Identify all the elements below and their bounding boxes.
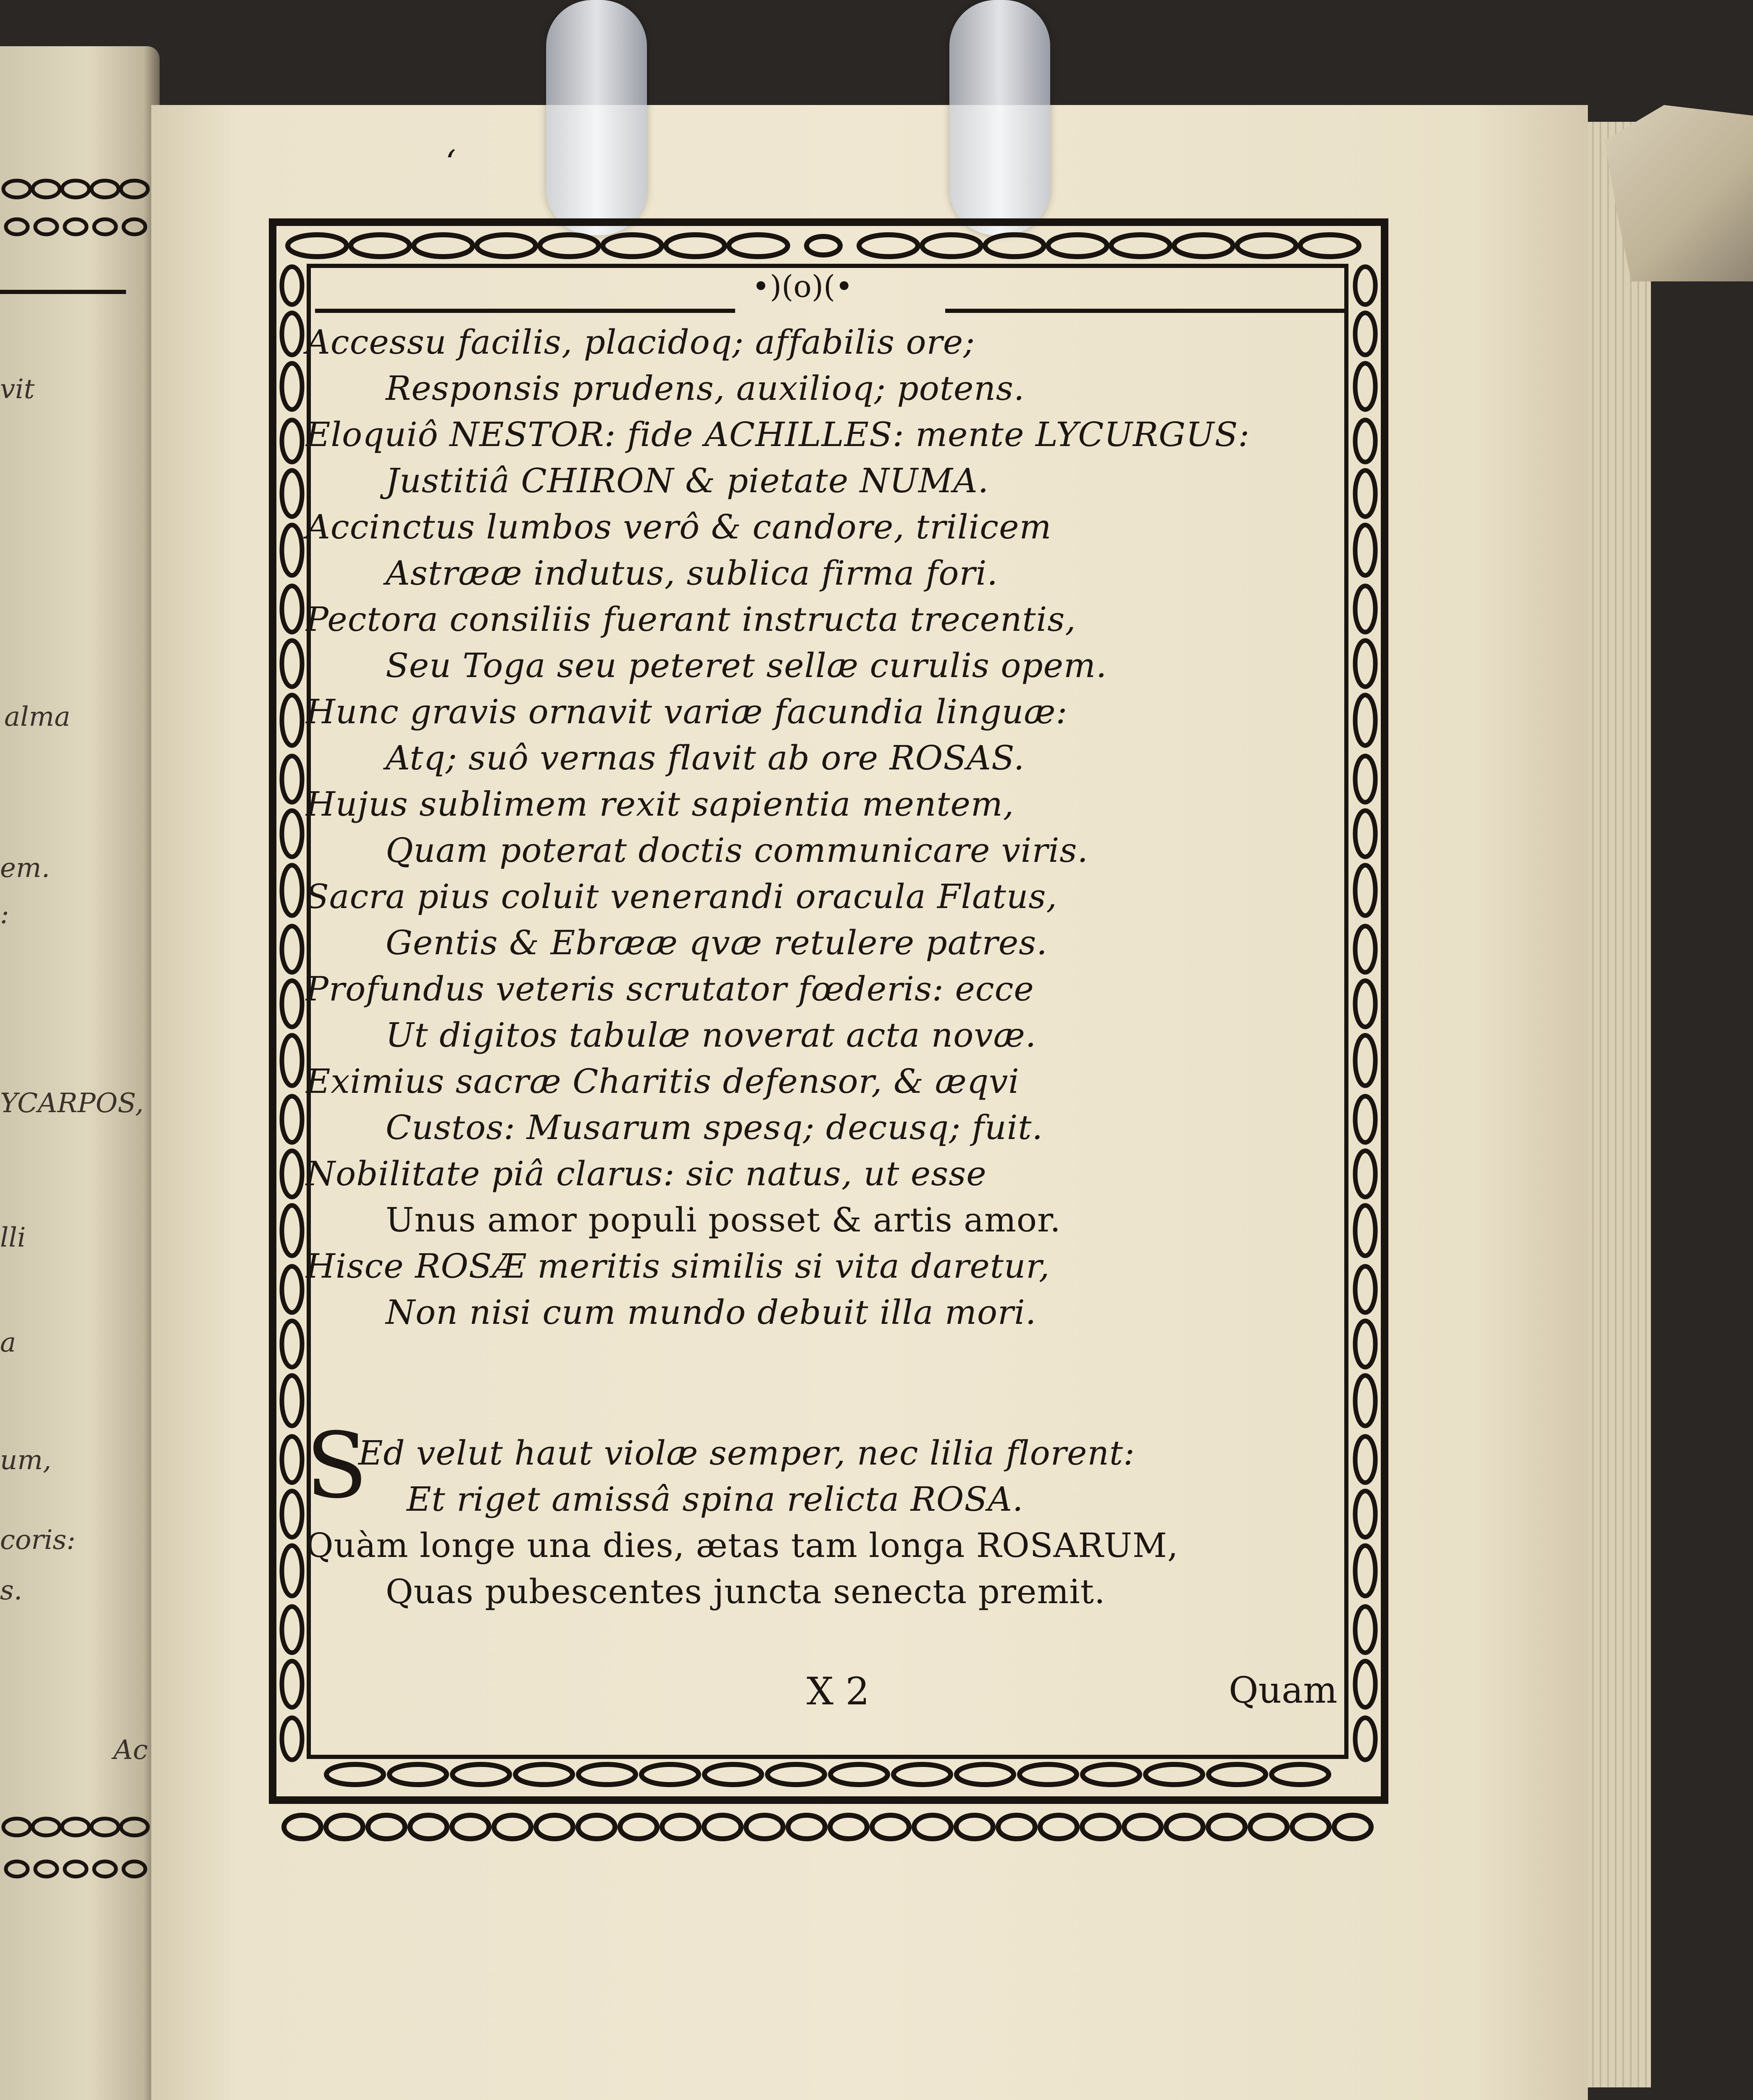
poem-line: Accinctus lumbos verô & candore, trilicem [306, 507, 1052, 546]
left-text-fragment: alma [4, 701, 71, 732]
closing-line: Ed velut haut violæ semper, nec lilia florent: [358, 1433, 1135, 1473]
poem-line: Quam poterat doctis communicare viris. [386, 831, 1088, 870]
left-text-fragment: um, [0, 1445, 52, 1476]
header-ornament: •)(o)(• [752, 269, 853, 304]
poem-line: Pectora consiliis fuerant instructa trecentis, [306, 600, 1076, 639]
left-text-fragment: lli [0, 1222, 26, 1253]
left-text-fragment: a [0, 1327, 16, 1358]
left-text-fragment: : [0, 899, 9, 930]
poem-line: Unus amor populi posset & artis amor. [386, 1200, 1061, 1239]
poem-line: Gentis & Ebrææ qvæ retulere patres. [386, 923, 1048, 962]
ornament-border-icon [0, 172, 151, 206]
left-text-fragment: s. [0, 1575, 23, 1606]
poem-line: Profundus veteris scrutator fœderis: ecce [306, 969, 1034, 1008]
poem-line: Hujus sublimem rexit sapientia mentem, [306, 785, 1014, 824]
poem-line: Sacra pius coluit venerandi oracula Flatus, [306, 877, 1057, 916]
left-text-fragment: vit [0, 374, 35, 405]
ornament-border-icon [0, 210, 151, 244]
poem-line: Seu Toga seu peteret sellæ curulis opem. [386, 646, 1107, 685]
left-text-fragment: em. [0, 853, 50, 884]
left-text-fragment: YCARPOS, [0, 1088, 144, 1119]
top-ornament-band-icon [277, 227, 1380, 265]
catchword: Quam [1229, 1670, 1338, 1712]
book-clip-icon [949, 0, 1050, 235]
poem-line: Accessu facilis, placidoq; affabilis ore; [306, 323, 975, 362]
header-rule-left [315, 309, 735, 313]
poem-line: Eloquiô NESTOR: fide ACHILLES: mente LYCURGUS: [306, 415, 1250, 454]
poem-line: Custos: Musarum spesq; decusq; fuit. [386, 1108, 1043, 1147]
poem-line: Hisce ROSÆ meritis similis si vita daretur, [306, 1247, 1050, 1286]
right-ornament-column-icon [1346, 260, 1384, 1772]
ornament-border-icon [0, 1852, 151, 1886]
closing-line: Et riget amissâ spina relicta ROSA. [407, 1480, 1024, 1519]
rule-line [0, 290, 126, 294]
poem-line: Nobilitate piâ clarus: sic natus, ut esse [306, 1154, 987, 1193]
left-text-fragment: coris: [0, 1525, 76, 1556]
poem-line: Responsis prudens, auxilioq; potens. [386, 369, 1025, 408]
poem-line: Astrææ indutus, sublica firma fori. [386, 554, 998, 593]
left-text-fragment: Ac [113, 1735, 148, 1766]
poem-line: Ut digitos tabulæ noverat acta novæ. [386, 1016, 1037, 1055]
poem-line: Atq; suô vernas flavit ab ore ROSAS. [386, 738, 1025, 777]
margin-mark: ʻ [445, 143, 456, 182]
poem-line: Justitiâ CHIRON & pietate NUMA. [386, 461, 989, 500]
signature-mark: X 2 [807, 1670, 870, 1714]
closing-line: Quas pubescentes juncta senecta premit. [386, 1572, 1106, 1611]
poem-line: Non nisi cum mundo debuit illa mori. [386, 1293, 1037, 1332]
header-rule-right [945, 309, 1344, 313]
closing-line: Quàm longe una dies, ætas tam longa ROSARUM, [306, 1526, 1179, 1565]
poem-line: Hunc gravis ornavit variæ facundia linguæ: [306, 692, 1068, 731]
left-ornament-column-icon [273, 260, 311, 1772]
ornament-border-icon [0, 1810, 151, 1844]
facing-page [0, 46, 160, 2100]
bottom-ornament-band-icon [319, 1758, 1344, 1791]
poem-line: Eximius sacræ Charitis defensor, & æqvi [306, 1062, 1020, 1101]
bottom-outer-ornament-band-icon [277, 1808, 1380, 1846]
torn-page-corner [1605, 105, 1753, 281]
drop-cap: S [306, 1413, 368, 1518]
book-clip-icon [546, 0, 647, 235]
